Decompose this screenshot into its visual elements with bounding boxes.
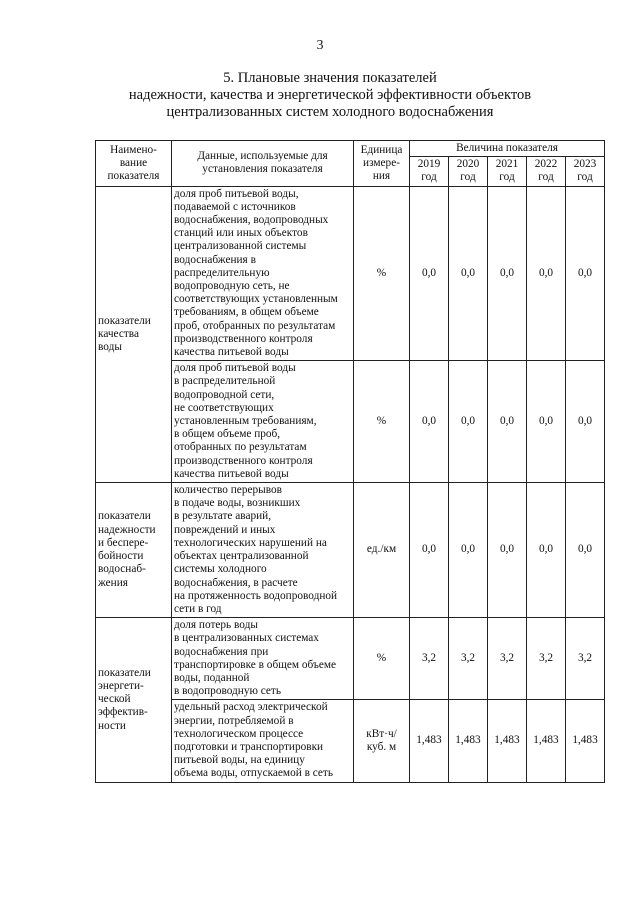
header-year-2019: 2019 год (410, 157, 449, 186)
heading-line-3: централизованных систем холодного водоснабжения (166, 104, 494, 120)
value-2019: 3,2 (410, 618, 449, 700)
header-unit: Единица измере- ния (354, 141, 410, 187)
header-year-2021: 2021 год (488, 157, 527, 186)
row-description: доля потерь воды в централизованных системах водоснабжения при транспортировке в общем объеме воды, поданной в водопроводную сеть (172, 618, 354, 700)
row-description: удельный расход электрической энергии, потребляемой в технологическом процессе подготовки и транспортировки питьевой воды, на единицу объема воды, отпускаемой в сеть (172, 700, 354, 782)
value-2021: 3,2 (488, 618, 527, 700)
value-2023: 0,0 (566, 186, 605, 361)
header-year-2023: 2023 год (566, 157, 605, 186)
page-number: 3 (316, 38, 324, 53)
value-2022: 3,2 (527, 618, 566, 700)
value-2019: 0,0 (410, 483, 449, 618)
header-year-2022: 2022 год (527, 157, 566, 186)
table-row (96, 483, 605, 618)
value-2021: 0,0 (488, 361, 527, 483)
table-row (96, 186, 605, 361)
value-2022: 1,483 (527, 700, 566, 782)
row-unit: % (354, 618, 410, 700)
value-2023: 0,0 (566, 483, 605, 618)
header-data: Данные, используемые для установления показателя (172, 141, 354, 187)
row-unit: % (354, 186, 410, 361)
value-2022: 0,0 (527, 483, 566, 618)
value-2019: 0,0 (410, 361, 449, 483)
value-2021: 0,0 (488, 483, 527, 618)
heading-line-1: 5. Плановые значения показателей (223, 70, 437, 86)
row-description: доля проб питьевой воды, подаваемой с источников водоснабжения, водопроводных станций или иных объектов централизованной системы водоснабжения в распределительную водопроводную сеть, не соответствующих установленным требованиям, в общем объеме проб, отобранных по результатам производственного контроля качества питьевой воды (172, 186, 354, 361)
row-unit: ед./км (354, 483, 410, 618)
group-name-energy: показатели энергети- ческой эффектив- ности (96, 618, 172, 782)
value-2020: 0,0 (449, 483, 488, 618)
value-2023: 3,2 (566, 618, 605, 700)
table-row (96, 700, 605, 782)
value-2023: 0,0 (566, 361, 605, 483)
indicators-table (95, 140, 605, 783)
header-year-2020: 2020 год (449, 157, 488, 186)
header-row-1 (96, 141, 605, 157)
value-2021: 1,483 (488, 700, 527, 782)
row-description: количество перерывов в подаче воды, возникших в результате аварий, повреждений и иных технологических нарушений на объектах централизованной системы холодного водоснабжения, в расчете на протяженность водопроводной сети в год (172, 483, 354, 618)
heading-line-2: надежности, качества и энергетической эффективности объектов (128, 87, 532, 103)
table-row (96, 361, 605, 483)
row-description: доля проб питьевой воды в распределительной водопроводной сети, не соответствующих установленным требованиям, в общем объеме проб, отобранных по результатам производственного контроля качества питьевой воды (172, 361, 354, 483)
row-unit: кВт·ч/ куб. м (354, 700, 410, 782)
value-2020: 0,0 (449, 361, 488, 483)
value-2019: 0,0 (410, 186, 449, 361)
group-name-quality: показатели качества воды (96, 186, 172, 482)
value-2020: 1,483 (449, 700, 488, 782)
value-2022: 0,0 (527, 186, 566, 361)
header-name: Наимено- вание показателя (96, 141, 172, 187)
value-2023: 1,483 (566, 700, 605, 782)
document-heading (60, 70, 600, 121)
value-2019: 1,483 (410, 700, 449, 782)
value-2020: 3,2 (449, 618, 488, 700)
header-value-group: Величина показателя (410, 141, 605, 157)
table-row (96, 618, 605, 700)
row-unit: % (354, 361, 410, 483)
value-2020: 0,0 (449, 186, 488, 361)
group-name-reliability: показатели надежности и беспере- бойности водоснаб- жения (96, 483, 172, 618)
value-2021: 0,0 (488, 186, 527, 361)
value-2022: 0,0 (527, 361, 566, 483)
